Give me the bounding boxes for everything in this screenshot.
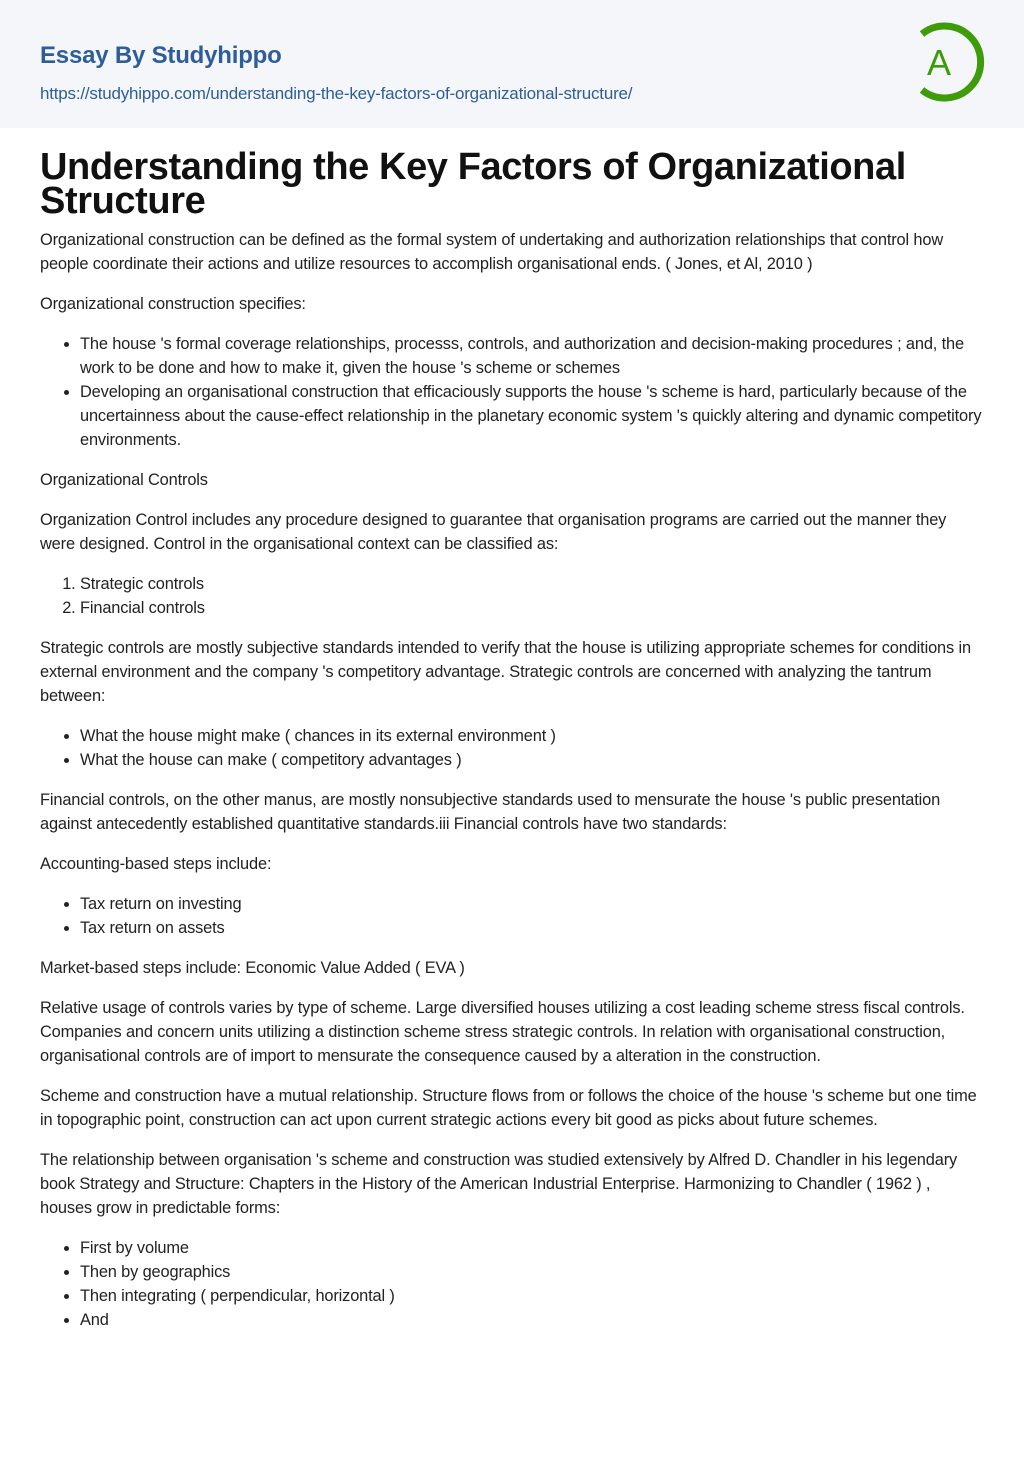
paragraph: Organizational construction specifies: xyxy=(40,295,306,313)
paragraph: Scheme and construction have a mutual relationship. Structure flows from or follows the choice of the house 's scheme but one time in topographic point, construction can act upon current strategic actions every bit good as picks about future schemes. xyxy=(40,1087,977,1129)
list-item: • And xyxy=(80,1308,984,1332)
article xyxy=(0,128,1024,1332)
paragraph: Strategic controls are mostly subjective standards intended to verify that the house is utilizing appropriate schemes for conditions in external environment and the company 's competitory advantage. Strategic controls are concerned with analyzing the tantrum between: xyxy=(40,639,971,705)
list-item: • The house 's formal coverage relationships, processs, controls, and authorization and decision-making procedures ; and, the work to be done and how to make it, given the house 's scheme or schemes xyxy=(80,332,984,380)
site-header xyxy=(0,0,1024,128)
bullet-list xyxy=(40,1236,984,1332)
paragraph: Organization Control includes any procedure designed to guarantee that organisation programs are carried out the manner they were designed. Control in the organisational context can be classified as: xyxy=(40,511,947,553)
studyhippo-logo-icon xyxy=(912,18,988,106)
list-item: • First by volume xyxy=(80,1236,984,1260)
section-heading: Organizational Controls xyxy=(40,471,208,489)
bullet-list xyxy=(40,892,984,940)
list-item: • Then by geographics xyxy=(80,1260,984,1284)
list-item: 1. Strategic controls xyxy=(80,572,984,596)
list-item: • Tax return on assets xyxy=(80,916,984,940)
bullet-list xyxy=(40,724,984,772)
logo-letter: A xyxy=(926,42,952,83)
source-url-link[interactable]: https://studyhippo.com/understanding-the-key-factors-of-organizational-structure/ xyxy=(40,84,633,103)
paragraph: Accounting-based steps include: xyxy=(40,855,272,873)
paragraph: Financial controls, on the other manus, are mostly nonsubjective standards used to mensurate the house 's public presentation against antecedently established quantitative standards.iii Financial controls have two standards: xyxy=(40,791,941,833)
list-item: • What the house can make ( competitory advantages ) xyxy=(80,748,984,772)
list-item: 2. Financial controls xyxy=(80,596,984,620)
paragraph: The relationship between organisation 's scheme and construction was studied extensively by Alfred D. Chandler in his legendary book Strategy and Structure: Chapters in the History of the American Industrial Enterprise. Harmonizing to Chandler ( 1962 ) , houses grow in predictable forms: xyxy=(40,1151,958,1217)
brand-title: Essay By Studyhippo xyxy=(40,42,282,69)
paragraph: Market-based steps include: Economic Value Added ( EVA ) xyxy=(40,959,465,977)
numbered-list xyxy=(40,572,984,620)
paragraph: Organizational construction can be defined as the formal system of undertaking and authorization relationships that control how people coordinate their actions and utilize resources to accomplish organisational ends. ( Jones, et Al, 2010 ) xyxy=(40,231,944,273)
page-title: Understanding the Key Factors of Organizational Structure xyxy=(40,146,906,222)
paragraph: Relative usage of controls varies by type of scheme. Large diversified houses utilizing a cost leading scheme stress fiscal controls. Companies and concern units utilizing a distinction scheme stress strategic controls. In relation with organisational construction, organisational controls are of import to mensurate the consequence caused by a alteration in the construction. xyxy=(40,999,965,1065)
list-item: • Then integrating ( perpendicular, horizontal ) xyxy=(80,1284,984,1308)
list-item: • Developing an organisational construction that efficaciously supports the house 's scheme is hard, particularly because of the uncertainness about the cause-effect relationship in the planetary economic system 's quickly altering and dynamic competitory environments. xyxy=(80,380,984,452)
bullet-list xyxy=(40,332,984,452)
list-item: • What the house might make ( chances in its external environment ) xyxy=(80,724,984,748)
list-item: • Tax return on investing xyxy=(80,892,984,916)
